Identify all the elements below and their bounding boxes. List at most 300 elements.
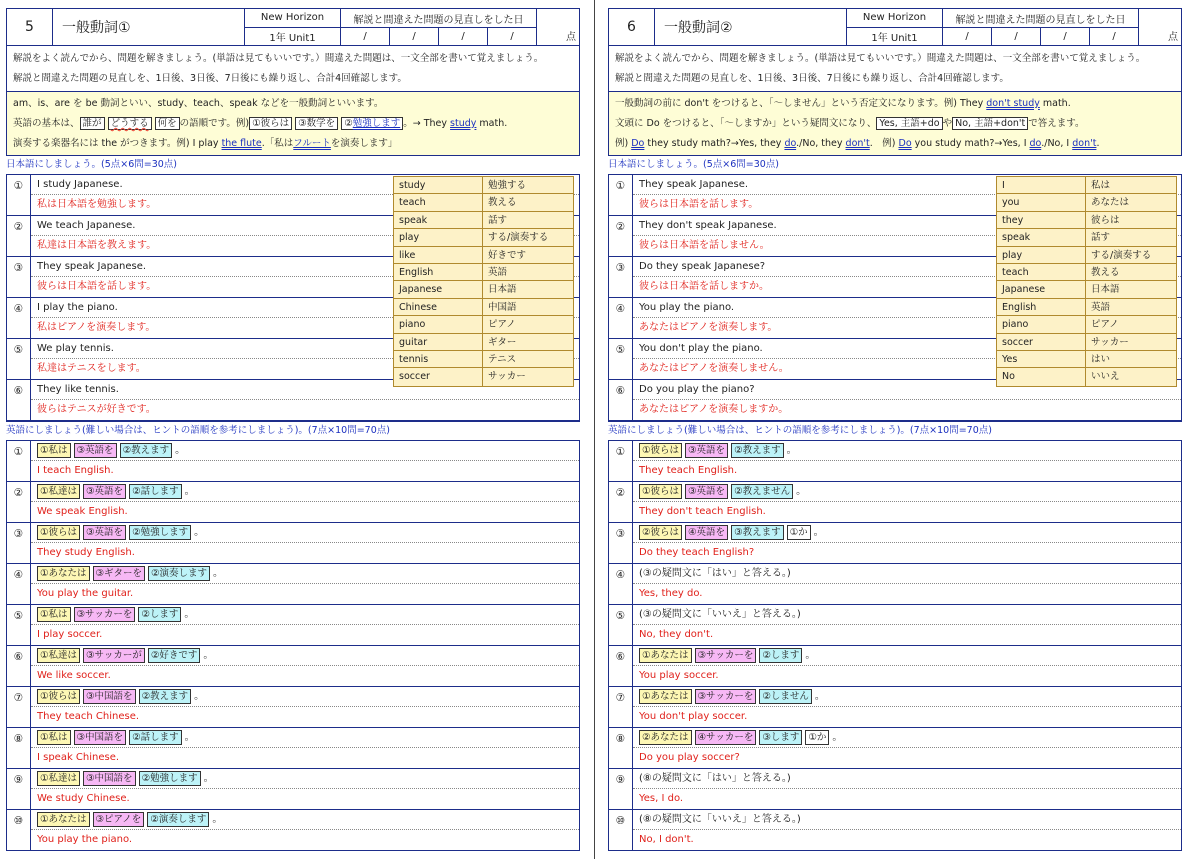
question-hint-chip: ①か (787, 525, 811, 540)
textbook-info (847, 9, 943, 45)
prompt-tail: 。 (813, 526, 824, 538)
answer-line[interactable]: We speak English. (37, 506, 128, 517)
question-body (633, 769, 1181, 809)
vocab-word: soccer (394, 368, 483, 385)
verb-hint-chip: ②教えます (139, 689, 192, 704)
answer-line[interactable]: I speak Chinese. (37, 752, 120, 763)
answer-line[interactable]: 彼らは日本語を話しません。 (639, 240, 770, 251)
vocab-word: speak (997, 229, 1086, 246)
question-number: ⑤ (609, 605, 633, 645)
vocab-meaning: あなたは (1086, 194, 1176, 211)
vocab-word: Chinese (394, 299, 483, 316)
question-prompt: I play the piano. (31, 298, 579, 318)
vocab-word: play (394, 229, 483, 246)
question-prompt (633, 441, 1181, 461)
question-prompt (633, 564, 1181, 584)
vocab-word: No (997, 368, 1086, 385)
explanation-box (608, 91, 1182, 156)
subject-hint-chip: ①彼らは (37, 689, 80, 704)
question-prompt (633, 687, 1181, 707)
question-body (31, 646, 579, 686)
subject-hint-chip: ①私達は (37, 771, 80, 786)
prompt-tail: 。 (184, 731, 195, 743)
vocab-word: Japanese (997, 281, 1086, 298)
explanation-line: 一般動詞の前に don't をつけると、「～しません」という否定文になります。例) They don't study math. (615, 98, 1071, 109)
verb-hint-chip: ②演奏します (148, 566, 210, 581)
question-prompt (31, 564, 579, 584)
question-prompt: We play tennis. (31, 339, 579, 359)
question-number: ⑧ (7, 728, 31, 768)
instruction-line: 解説をよく読んでから、問題を解きましょう。(単語は見てもいいです。）間違えた問題は、一文全部を書いて覚えましょう。 (615, 53, 1146, 64)
vocab-meaning: 彼らは (1086, 212, 1176, 229)
vocabulary-box (393, 176, 574, 387)
vocab-word: they (997, 212, 1086, 229)
answer-line[interactable]: You play the piano. (37, 834, 133, 845)
question-prompt: They speak Japanese. (31, 257, 579, 277)
answer-line[interactable]: 私達はテニスをします。 (37, 363, 146, 374)
explanation-box (6, 91, 580, 156)
subject-hint-chip: ①彼らは (37, 525, 80, 540)
verb-hint-chip: ②教えません (731, 484, 793, 499)
answer-line[interactable]: We study Chinese. (37, 793, 130, 804)
prompt-text: (⑧の疑問文に「はい」と答える。) (639, 772, 791, 784)
question-body (31, 810, 579, 850)
question-body (31, 482, 579, 522)
question-number: ② (609, 216, 633, 256)
review-dates (943, 9, 1139, 45)
question-number: ⑤ (609, 339, 633, 379)
worksheet-title: 一般動詞① (53, 9, 245, 45)
vocab-meaning: 英語 (1086, 299, 1176, 316)
question-row (609, 441, 1181, 482)
prompt-tail: 。 (175, 444, 186, 456)
question-row (609, 810, 1181, 850)
answer-line[interactable]: They study English. (37, 547, 135, 558)
verb-hint-chip: ③します (759, 730, 802, 745)
section-title: 英語にしましょう(難しい場合は、ヒントの語順を参考にしましょう)。(7点×10問=70点) (6, 425, 390, 436)
question-body (633, 646, 1181, 686)
instructions (608, 46, 1182, 91)
vocab-word: you (997, 194, 1086, 211)
question-number: ② (7, 216, 31, 256)
prompt-tail: 。 (203, 772, 214, 784)
vocab-meaning: いいえ (1091, 371, 1120, 383)
review-dates (341, 9, 537, 45)
vocab-word: soccer (997, 334, 1086, 351)
explanation-line: 例) Do they study math?→Yes, they do./No, they don't. 例) Do you study math?→Yes, I do./No, I don't. (615, 138, 1100, 149)
prompt-text: (③の疑問文に「いいえ」と答える。) (639, 608, 801, 620)
vocab-word: tennis (394, 351, 483, 368)
verb-hint-chip: ②勉強します (129, 525, 191, 540)
question-body (31, 687, 579, 727)
question-prompt (633, 728, 1181, 748)
answer-line[interactable]: あなたはピアノを演奏しますか。 (639, 404, 789, 415)
textbook-unit: 1年 Unit1 (871, 32, 918, 44)
prompt-tail: 。 (184, 485, 195, 497)
verb-hint-chip: ②話します (129, 484, 182, 499)
verb-hint-chip: ②演奏します (147, 812, 209, 827)
verb-hint-chip: ②勉強します (139, 771, 201, 786)
subject-hint-chip: ①私は (37, 730, 71, 745)
vocab-word: like (394, 247, 483, 264)
vocab-word: play (997, 247, 1086, 264)
question-hint-chip: ①か (805, 730, 829, 745)
textbook-info (245, 9, 341, 45)
answer-line[interactable]: No, they don't. (639, 629, 714, 640)
answer-line[interactable]: Yes, I do. (639, 793, 684, 804)
question-number: ⑦ (609, 687, 633, 727)
answer-line[interactable]: We like soccer. (37, 670, 111, 681)
subject-hint-chip: ①私達は (37, 484, 80, 499)
textbook-unit: 1年 Unit1 (269, 32, 316, 44)
vocab-meaning: 教える (1086, 264, 1176, 281)
question-prompt (31, 482, 579, 502)
question-row (7, 441, 579, 482)
section-title: 英語にしましょう(難しい場合は、ヒントの語順を参考にしましょう)。(7点×10問=70点) (608, 425, 992, 436)
subject-hint-chip: ①私は (37, 443, 71, 458)
vocab-meaning: 好きです (483, 247, 573, 264)
question-body (31, 728, 579, 768)
verb-hint-chip: ②好きです (148, 648, 201, 663)
review-date-4[interactable]: / (510, 31, 514, 42)
question-body (633, 728, 1181, 768)
instructions (6, 46, 580, 91)
answer-line[interactable]: あなたはピアノを演奏しません。 (639, 363, 789, 374)
question-prompt (633, 523, 1181, 543)
question-prompt: We teach Japanese. (31, 216, 579, 236)
answer-line[interactable]: 彼らは日本語を話しますか。 (639, 281, 769, 292)
prompt-tail: 。 (184, 608, 195, 620)
object-hint-chip: ③英語を (685, 484, 728, 499)
question-number: ② (609, 482, 633, 522)
answer-line[interactable]: Yes, they do. (639, 588, 703, 599)
explanation-line: am、is、are を be 動詞といい、study、teach、speak などを一般動詞といいます。 (13, 98, 384, 109)
object-hint-chip: ③中国語を (83, 689, 136, 704)
question-number: ⑨ (7, 769, 31, 809)
yes-answer-box: Yes, 主語+do (876, 117, 942, 130)
do-box: どうする (108, 117, 152, 130)
vocab-meaning: 英語 (483, 264, 573, 281)
subject-hint-chip: ①あなたは (37, 812, 90, 827)
question-prompt: You play the piano. (633, 298, 1181, 318)
prompt-tail: 。 (212, 813, 223, 825)
vocab-word: Japanese (394, 281, 483, 298)
question-number: ① (7, 441, 31, 481)
question-prompt (31, 728, 579, 748)
question-number: ⑥ (7, 646, 31, 686)
vocab-meaning: 教える (483, 194, 573, 211)
question-row (7, 687, 579, 728)
question-number: ① (609, 175, 633, 215)
what-box: 何を (155, 117, 180, 130)
question-prompt (633, 646, 1181, 666)
question-prompt (31, 441, 579, 461)
vocab-word: piano (394, 316, 483, 333)
vocab-meaning: サッカー (1086, 334, 1176, 351)
vocab-word: English (394, 264, 483, 281)
question-row (609, 728, 1181, 769)
vocab-word: guitar (394, 334, 483, 351)
question-prompt: Do you play the piano? (633, 380, 1181, 400)
question-body (633, 482, 1181, 522)
question-number: ⑩ (7, 810, 31, 850)
explanation-line: 文頭に Do をつけると、「～しますか」という疑問文になり、 Yes, 主語+do や No, 主語+don't で答えます。 (615, 118, 1085, 129)
verb-hint-chip: ②教えます (120, 443, 173, 458)
vocab-word: English (997, 299, 1086, 316)
prompt-tail: 。 (814, 690, 825, 702)
object-hint-chip: ③英語を (685, 443, 728, 458)
question-body (31, 441, 579, 481)
prompt-tail: 。 (212, 567, 223, 579)
vocab-meaning: 勉強する (483, 177, 573, 194)
prompt-text: (③の疑問文に「はい」と答える。) (639, 567, 791, 579)
worksheet-number: 6 (609, 9, 655, 45)
answer-line[interactable]: I play soccer. (37, 629, 103, 640)
vocab-word: I (997, 177, 1086, 194)
verb-hint-chip: ③教えます (731, 525, 784, 540)
section-title: 日本語にしましょう。(5点×6問=30点) (6, 159, 178, 170)
question-prompt (31, 769, 579, 789)
vocab-meaning: 中国語 (483, 299, 573, 316)
answer-line[interactable]: You play the guitar. (37, 588, 134, 599)
vocab-meaning: はい (1086, 351, 1176, 368)
question-row (7, 523, 579, 564)
subject-hint-chip: ①私は (37, 607, 71, 622)
question-body (31, 769, 579, 809)
object-hint-chip: ④英語を (685, 525, 728, 540)
subject-hint-chip: ①彼らは (639, 484, 682, 499)
object-hint-chip: ③中国語を (74, 730, 127, 745)
answer-line[interactable]: No, I don't. (639, 834, 694, 845)
question-row (609, 769, 1181, 810)
question-number: ③ (7, 257, 31, 297)
answer-line[interactable]: I teach English. (37, 465, 114, 476)
question-prompt: Do they speak Japanese? (633, 257, 1181, 277)
question-number: ⑩ (609, 810, 633, 850)
review-date-2[interactable]: / (390, 28, 439, 45)
question-number: ⑤ (7, 605, 31, 645)
prompt-tail: 。 (194, 526, 205, 538)
object-hint-chip: ③英語を (83, 525, 126, 540)
question-prompt (31, 605, 579, 625)
worksheet-header (608, 8, 1182, 46)
review-date-1[interactable]: / (341, 28, 390, 45)
question-number: ③ (7, 523, 31, 563)
prompt-tail: 。 (796, 485, 807, 497)
object-hint-chip: ③サッカーが (83, 648, 145, 663)
verb-hint-chip: ②します (138, 607, 181, 622)
object-hint-chip: ③サッカーを (74, 607, 136, 622)
question-body (31, 564, 579, 604)
section-title: 日本語にしましょう。(5点×6問=30点) (608, 159, 780, 170)
textbook-name: New Horizon (847, 9, 942, 28)
question-row (609, 605, 1181, 646)
question-body (633, 441, 1181, 481)
question-number: ① (7, 175, 31, 215)
answer-line[interactable]: 彼らは日本語を話します。 (639, 199, 759, 210)
subject-hint-chip: ②あなたは (639, 730, 692, 745)
verb-hint-chip: ②話します (129, 730, 182, 745)
question-row (609, 646, 1181, 687)
review-date-4[interactable]: / (1112, 31, 1116, 42)
question-row (7, 564, 579, 605)
translate-to-japanese-table (608, 174, 1182, 422)
worksheet-title: 一般動詞② (655, 9, 847, 45)
vocab-word: piano (997, 316, 1086, 333)
prompt-tail: 。 (194, 690, 205, 702)
question-row (609, 482, 1181, 523)
subject-hint-chip: ①私達は (37, 648, 80, 663)
object-hint-chip: ③サッカーを (695, 689, 757, 704)
review-title: 解説と間違えた問題の見直しをした日 (943, 9, 1138, 28)
answer-line[interactable]: あなたはピアノを演奏します。 (639, 322, 778, 333)
question-number: ③ (609, 523, 633, 563)
question-number: ⑤ (7, 339, 31, 379)
vocab-word: teach (394, 194, 483, 211)
vocab-meaning: 話す (1086, 229, 1176, 246)
vocab-word: teach (997, 264, 1086, 281)
vocab-meaning: ギター (483, 334, 573, 351)
object-hint-chip: ③英語を (74, 443, 117, 458)
question-row (609, 523, 1181, 564)
vocab-word: Yes (997, 351, 1086, 368)
worksheet-6 (608, 8, 1182, 851)
review-date-2[interactable]: / (992, 28, 1041, 45)
worksheet-header (6, 8, 580, 46)
question-prompt (31, 810, 579, 830)
question-body (633, 687, 1181, 727)
review-date-3[interactable]: / (439, 28, 488, 45)
question-row (7, 646, 579, 687)
translate-to-english-table (608, 440, 1182, 851)
vocab-word: speak (394, 212, 483, 229)
question-number: ① (609, 441, 633, 481)
verb-hint-chip: ②しません (759, 689, 812, 704)
question-body (31, 605, 579, 645)
review-date-1[interactable]: / (943, 28, 992, 45)
question-row (7, 728, 579, 769)
question-row (7, 769, 579, 810)
worksheet-number: 5 (7, 9, 53, 45)
question-number: ④ (7, 564, 31, 604)
verb-hint-chip: ②します (759, 648, 802, 663)
question-prompt (31, 523, 579, 543)
explanation-line: 演奏する楽器名には the がつきます。例) I play the flute.「私はフルートを演奏します」 (13, 138, 398, 149)
vocabulary-box (996, 176, 1177, 387)
prompt-tail: 。 (805, 649, 816, 661)
explanation-line: 英語の基本は、 誰が どうする 何を の語順です。例) ①彼らは ③数学を ②勉強します 。→ They study math. (13, 118, 508, 129)
vocab-meaning: テニス (483, 351, 573, 368)
question-row (7, 810, 579, 850)
subject-hint-chip: ①あなたは (639, 689, 692, 704)
subject-hint-chip: ①あなたは (37, 566, 90, 581)
object-hint-chip: ③サッカーを (695, 648, 757, 663)
answer-line[interactable]: They teach Chinese. (37, 711, 140, 722)
vocab-meaning: する/演奏する (483, 229, 573, 246)
question-prompt (633, 605, 1181, 625)
question-prompt (633, 482, 1181, 502)
question-number: ⑨ (609, 769, 633, 809)
answer-line[interactable]: 彼らはテニスが好きです。 (37, 404, 156, 415)
question-prompt: You don't play the piano. (633, 339, 1181, 359)
score-box[interactable]: 点 (1168, 32, 1178, 43)
review-date-3[interactable]: / (1041, 28, 1090, 45)
instruction-line: 解説と間違えた問題の見直しを、1日後、3日後、7日後にも繰り返し、合計4回確認します。 (615, 73, 1009, 84)
object-hint-chip: ③中国語を (83, 771, 136, 786)
question-number: ⑦ (7, 687, 31, 727)
question-prompt (31, 646, 579, 666)
instruction-line: 解説をよく読んでから、問題を解きましょう。(単語は見てもいいです。）間違えた問題は、一文全部を書いて覚えましょう。 (13, 53, 544, 64)
object-hint-chip: ③ギターを (93, 566, 145, 581)
answer-line[interactable]: 私はピアノを演奏します。 (37, 322, 156, 333)
question-number: ⑧ (609, 728, 633, 768)
answer-line[interactable]: 彼らは日本語を話します。 (37, 281, 157, 292)
question-number: ③ (609, 257, 633, 297)
question-row (7, 605, 579, 646)
vocab-meaning: 私は (1086, 177, 1176, 194)
question-row (609, 564, 1181, 605)
answer-line[interactable]: You play soccer. (639, 670, 719, 681)
vocab-meaning: サッカー (488, 371, 526, 383)
prompt-tail: 。 (832, 731, 843, 743)
object-hint-chip: ③英語を (83, 484, 126, 499)
who-box: 誰が (80, 117, 105, 130)
translate-to-japanese-table (6, 174, 580, 422)
answer-line[interactable]: Do you play soccer? (639, 752, 740, 763)
question-number: ④ (609, 564, 633, 604)
answer-line[interactable]: 私達は日本語を教えます。 (37, 240, 157, 251)
question-prompt (633, 810, 1181, 830)
question-prompt: I study Japanese. (31, 175, 579, 195)
score-box[interactable]: 点 (566, 32, 576, 43)
vocab-meaning: ピアノ (1086, 316, 1176, 333)
vocab-word: study (394, 177, 483, 194)
no-answer-box: No, 主語+don't (952, 117, 1028, 130)
question-row (609, 687, 1181, 728)
question-body (633, 605, 1181, 645)
prompt-text: (⑧の疑問文に「いいえ」と答える。) (639, 813, 801, 825)
question-number: ④ (609, 298, 633, 338)
vocab-meaning: する/演奏する (1086, 247, 1176, 264)
answer-line[interactable]: You don't play soccer. (639, 711, 748, 722)
question-prompt: They like tennis. (31, 380, 579, 400)
prompt-tail: 。 (786, 444, 797, 456)
prompt-tail: 。 (203, 649, 214, 661)
question-prompt: They speak Japanese. (633, 175, 1181, 195)
verb-hint-chip: ②教えます (731, 443, 784, 458)
question-body (633, 564, 1181, 604)
answer-line[interactable]: They don't teach English. (639, 506, 766, 517)
object-hint-chip: ④サッカーを (695, 730, 757, 745)
vocab-meaning: 日本語 (483, 281, 573, 298)
answer-line[interactable]: They teach English. (639, 465, 738, 476)
question-prompt (31, 687, 579, 707)
question-body (31, 523, 579, 563)
textbook-name: New Horizon (245, 9, 340, 28)
subject-hint-chip: ①彼らは (639, 443, 682, 458)
answer-line[interactable]: 私は日本語を勉強します。 (37, 199, 157, 210)
review-title: 解説と間違えた問題の見直しをした日 (341, 9, 536, 28)
question-number: ⑥ (609, 646, 633, 686)
translate-to-english-table (6, 440, 580, 851)
worksheet-5 (6, 8, 580, 851)
subject-hint-chip: ②彼らは (639, 525, 682, 540)
answer-line[interactable]: Do they teach English? (639, 547, 755, 558)
question-number: ⑥ (609, 380, 633, 420)
subject-hint-chip: ①あなたは (639, 648, 692, 663)
question-row (7, 482, 579, 523)
question-number: ⑥ (7, 380, 31, 420)
